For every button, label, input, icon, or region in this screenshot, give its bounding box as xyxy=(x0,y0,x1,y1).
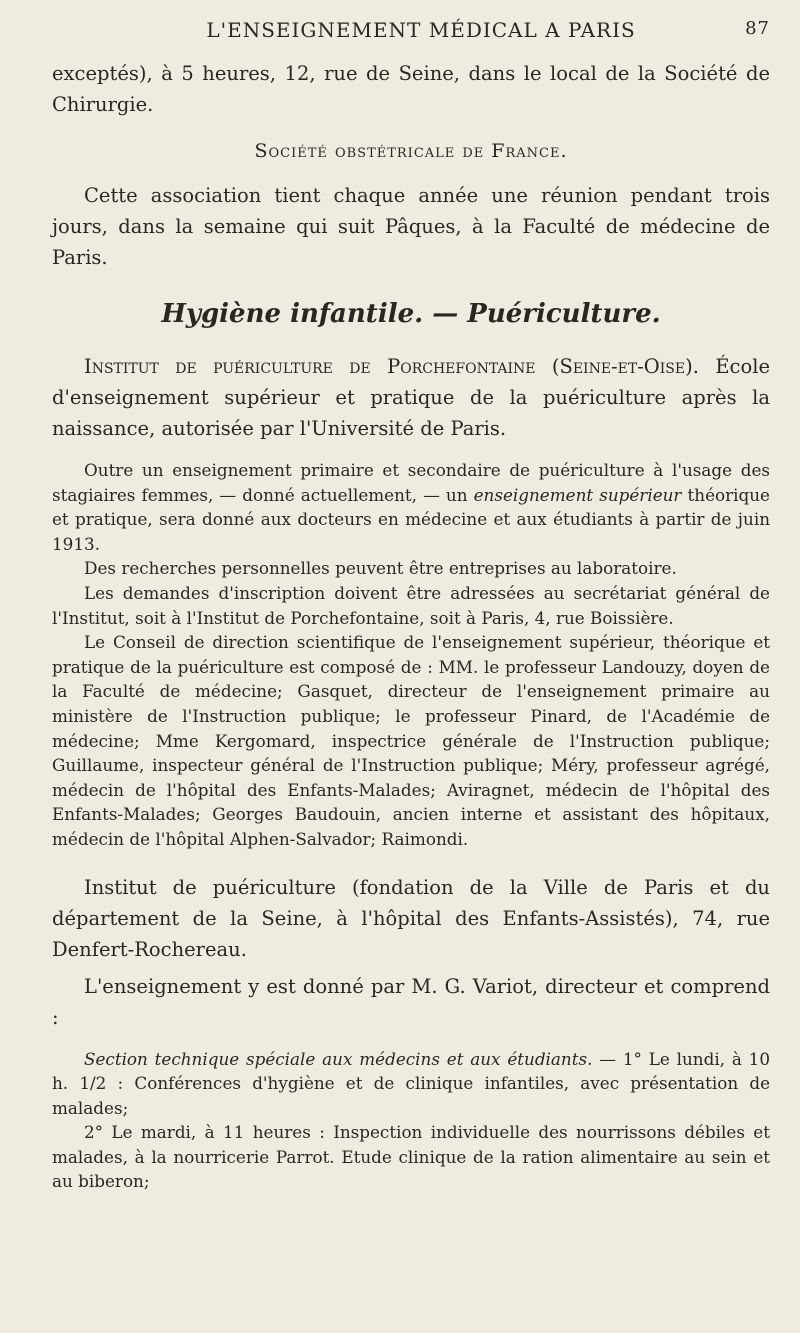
running-title: L'ENSEIGNEMENT MÉDICAL A PARIS xyxy=(206,18,636,42)
paragraph-recherches: Des recherches personnelles peuvent être entreprises au laboratoire. xyxy=(84,558,677,579)
page-number: 87 xyxy=(745,18,770,39)
paragraph-enseignement-superieur xyxy=(52,458,770,556)
p3-text-a: Outre un enseignement primaire et secondaire de puériculture à l'usage des stagiaires femmes, — donné actuellement, — un xyxy=(52,460,770,505)
heading-societe-obstetricale: Société obstétricale de France. xyxy=(254,140,568,162)
p3-text-b: théorique et pratique, sera donné aux docteurs en médecine et aux étudiants à partir de juin 1913. xyxy=(52,484,770,554)
paragraph-institut-ville: Institut de puériculture (fondation de la Ville de Paris et du département de la Seine, à l'hôpital des Enfants-Assistés), 74, rue Denfert-Rochereau. xyxy=(52,875,770,961)
paragraph-variot: L'enseignement y est donné par M. G. Variot, directeur et comprend : xyxy=(52,974,770,1029)
heading-porchefontaine: Institut de puériculture de Porchefontaine (Seine-et-Oise). xyxy=(84,355,699,378)
paragraph-porchefontaine xyxy=(52,351,770,444)
porchefontaine-description: École d'enseignement supérieur et pratique de la puériculture après la naissance, autorisée par l'Université de Paris. xyxy=(52,355,770,440)
section-title: Hygiène infantile. — Puériculture. xyxy=(161,299,661,329)
paragraph-inscription: Les demandes d'inscription doivent être adressées au secrétariat général de l'Institut, soit à l'Institut de Porchefontaine, soit à Paris, 4, rue Boissière. xyxy=(52,582,770,628)
p3-emphasis: enseignement supérieur xyxy=(473,484,682,505)
paragraph-conseil: Le Conseil de direction scientifique de l'enseignement supérieur, théorique et pratique de la puériculture est composé de : MM. le professeur Landouzy, doyen de la Faculté de médecine; Gasquet, directeur de l'enseignement primaire au ministère de l'Instruction publique; le professeur Pinard, de l'Académie de médecine; Mme Kergomard, inspectrice générale de l'Instruction publique; Guillaume, inspecteur général de l'Instruction publique; Méry, professeur agrégé, médecin de l'hôpital des Enfants-Malades; Aviragnet, médecin de l'hôpital des Enfants-Malades; Georges Baudouin, ancien interne et assistant des hôpitaux, médecin de l'hôpital Alphen-Salvador; Raimondi. xyxy=(52,632,770,849)
paragraph-association: Cette association tient chaque année une réunion pendant trois jours, dans la semaine qui suit Pâques, à la Faculté de médecine de Paris. xyxy=(52,184,770,269)
p8-text: — 1° Le lundi, à 10 h. 1/2 : Conférences d'hygiène et de clinique infantiles, avec présentation de malades; xyxy=(52,1048,770,1118)
paragraph-seine: exceptés), à 5 heures, 12, rue de Seine, dans le local de la Société de Chirurgie. xyxy=(52,62,770,116)
page xyxy=(52,18,770,1194)
running-head xyxy=(52,18,770,52)
paragraph-section-technique xyxy=(52,1047,770,1121)
p8-emphasis: Section technique spéciale aux médecins et aux étudiants. xyxy=(84,1048,593,1069)
paragraph-mardi: 2° Le mardi, à 11 heures : Inspection individuelle des nourrissons débiles et malades, à la nourricerie Parrot. Etude clinique de la ration alimentaire au sein et au biberon; xyxy=(52,1122,770,1192)
